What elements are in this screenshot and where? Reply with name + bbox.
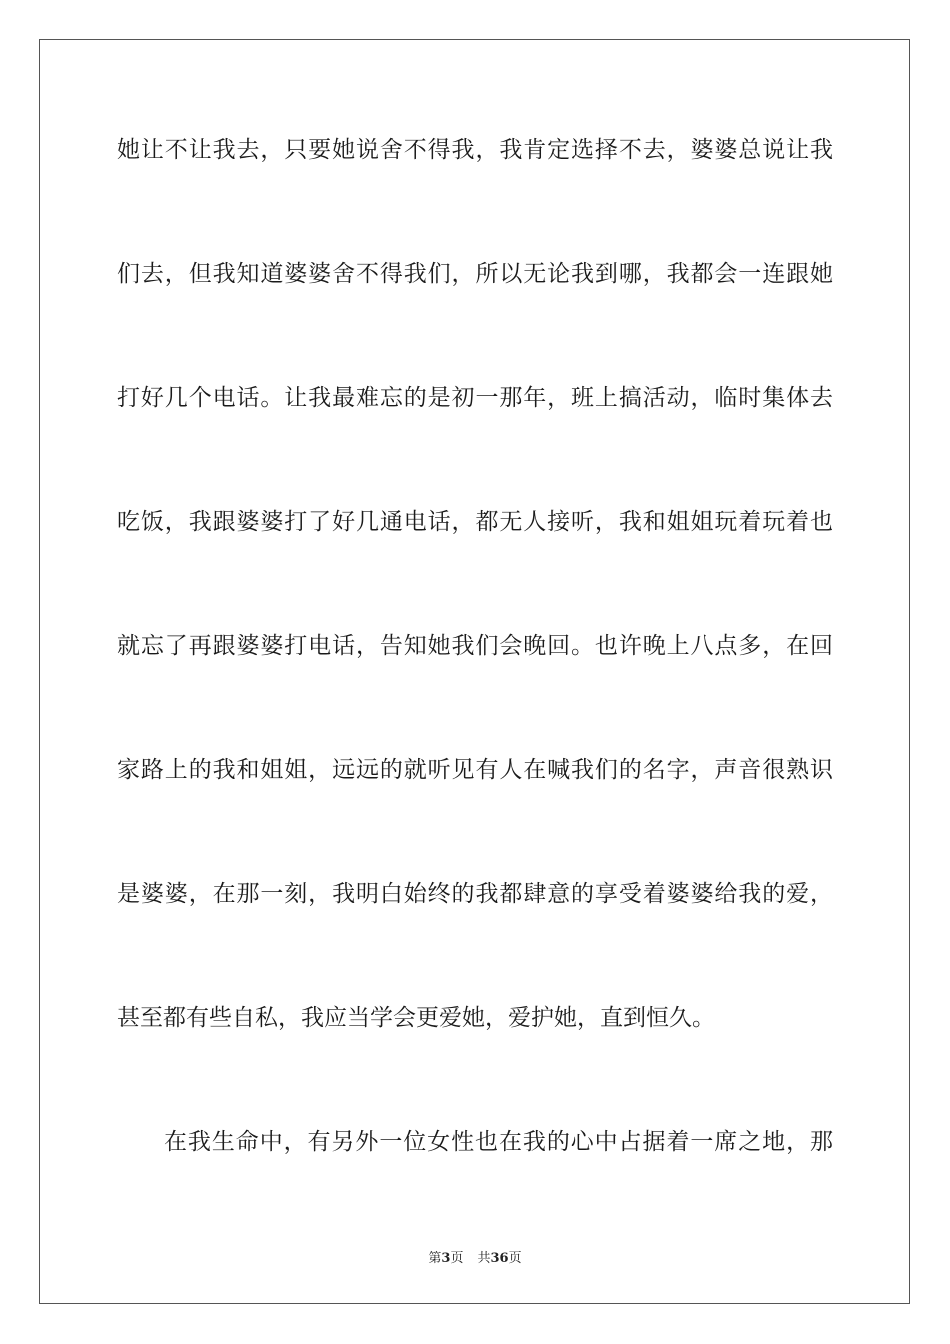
text-line-7: 是婆婆，在那一刻，我明白始终的我都肆意的享受着婆婆给我的爱， bbox=[117, 881, 833, 907]
total-prefix: 共 bbox=[477, 1251, 491, 1266]
total-suffix: 页 bbox=[508, 1251, 522, 1266]
page-prefix: 第 bbox=[428, 1251, 442, 1266]
text-line-8: 甚至都有些自私，我应当学会更爱她，爱护她，直到恒久。 bbox=[117, 1005, 715, 1031]
text-line-3: 打好几个电话。让我最难忘的是初一那年，班上搞活动，临时集体去 bbox=[117, 385, 833, 411]
page-suffix: 页 bbox=[450, 1251, 464, 1266]
text-line-1: 她让不让我去，只要她说舍不得我，我肯定选择不去，婆婆总说让我 bbox=[117, 137, 833, 163]
text-line-2: 们去，但我知道婆婆舍不得我们，所以无论我到哪，我都会一连跟她 bbox=[117, 261, 833, 287]
page-footer bbox=[0, 1247, 950, 1266]
text-line-9: 在我生命中，有另外一位女性也在我的心中占据着一席之地，那 bbox=[164, 1129, 833, 1155]
text-line-5: 就忘了再跟婆婆打电话，告知她我们会晚回。也许晚上八点多，在回 bbox=[117, 633, 833, 659]
text-line-4: 吃饭，我跟婆婆打了好几通电话，都无人接听，我和姐姐玩着玩着也 bbox=[117, 509, 833, 535]
document-body bbox=[117, 126, 833, 1242]
total-pages: 36 bbox=[490, 1251, 509, 1266]
text-line-6: 家路上的我和姐姐，远远的就听见有人在喊我们的名字，声音很熟识 bbox=[117, 757, 833, 783]
page-number: 3 bbox=[441, 1251, 451, 1266]
